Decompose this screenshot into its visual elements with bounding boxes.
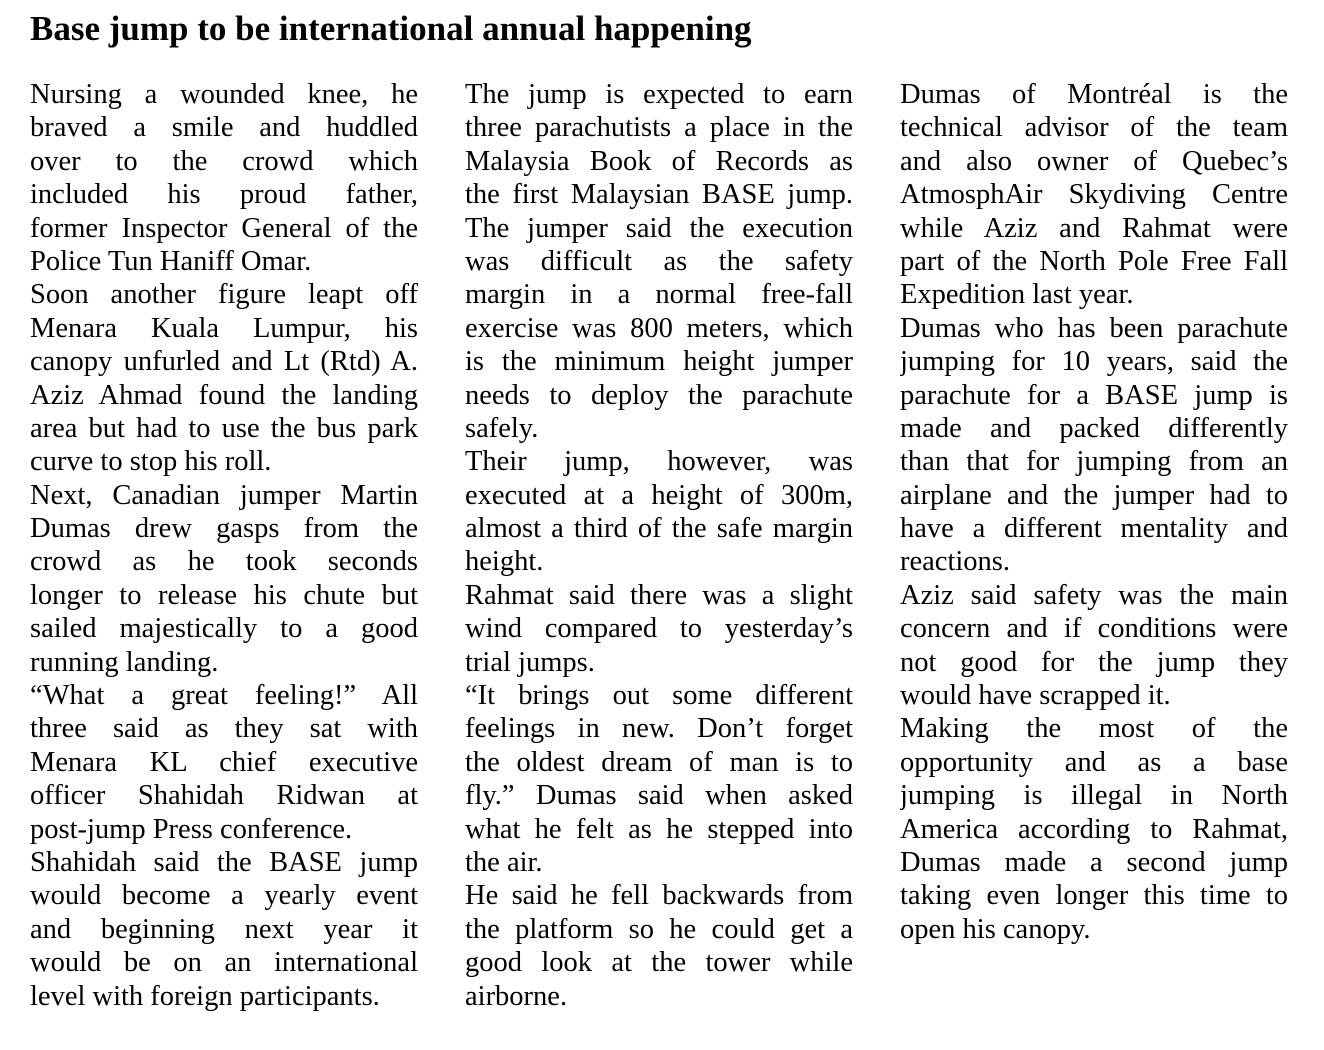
text-line: than that for jumping from an xyxy=(900,446,1288,478)
text-line: AtmosphAir Skydiving Centre xyxy=(900,179,1288,211)
paragraph xyxy=(465,212,853,446)
text-line: Aziz said safety was the main xyxy=(900,579,1288,611)
text-line: Menara KL chief executive xyxy=(30,746,418,778)
text-line: Malaysia Book of Records as xyxy=(465,145,853,177)
text-line: running landing. xyxy=(30,646,219,678)
text-line: The jumper said the execution xyxy=(465,212,853,244)
text-line: area but had to use the bus park xyxy=(30,412,418,444)
text-line: jumping for 10 years, said the xyxy=(900,346,1288,378)
paragraph xyxy=(30,278,418,478)
text-line: would be on an international xyxy=(30,947,418,979)
text-line: feelings in new. Don’t forget xyxy=(465,713,853,745)
article-column-3 xyxy=(900,78,1288,946)
text-line: the platform so he could get a xyxy=(465,913,853,945)
text-line: Their jump, however, was xyxy=(465,446,853,478)
paragraph xyxy=(465,579,853,679)
text-line: exercise was 800 meters, which xyxy=(465,312,853,344)
text-line: jumping is illegal in North xyxy=(900,780,1288,812)
text-line: Dumas who has been parachute xyxy=(900,312,1288,344)
text-line: Menara Kuala Lumpur, his xyxy=(30,312,418,344)
text-line: opportunity and as a base xyxy=(900,746,1288,778)
text-line: part of the North Pole Free Fall xyxy=(900,245,1288,277)
text-line: level with foreign participants. xyxy=(30,980,380,1012)
paragraph xyxy=(900,712,1288,946)
text-line: made and packed differently xyxy=(900,412,1288,444)
text-line: and beginning next year it xyxy=(30,913,418,945)
paragraph xyxy=(30,846,418,1013)
text-line: height. xyxy=(465,546,544,578)
text-line: Soon another figure leapt off xyxy=(30,279,418,311)
text-line: airplane and the jumper had to xyxy=(900,479,1288,511)
text-line: concern and if conditions were xyxy=(900,613,1288,645)
text-line: Rahmat said there was a slight xyxy=(465,579,853,611)
text-line: Dumas of Montréal is the xyxy=(900,79,1288,110)
text-line: fly.” Dumas said when asked xyxy=(465,780,853,812)
text-line: Making the most of the xyxy=(900,713,1288,745)
text-line: post-jump Press conference. xyxy=(30,813,353,845)
text-line: almost a third of the safe margin xyxy=(465,513,853,545)
text-line: sailed majestically to a good xyxy=(30,613,418,645)
text-line: is the minimum height jumper xyxy=(465,346,853,378)
text-line: taking even longer this time to xyxy=(900,880,1288,912)
text-line: Dumas made a second jump xyxy=(900,846,1288,878)
text-line: the oldest dream of man is to xyxy=(465,746,853,778)
paragraph xyxy=(900,312,1288,579)
text-line: wind compared to yesterday’s xyxy=(465,613,853,645)
paragraph xyxy=(465,445,853,579)
text-line: three parachutists a place in the xyxy=(465,112,853,144)
article-headline: Base jump to be international annual happening xyxy=(30,9,752,48)
text-line: The jump is expected to earn xyxy=(465,79,853,110)
text-line: good look at the tower while xyxy=(465,947,853,979)
text-line: would have scrapped it. xyxy=(900,680,1171,712)
text-line: curve to stop his roll. xyxy=(30,446,272,478)
text-line: “It brings out some different xyxy=(465,680,853,712)
text-line: while Aziz and Rahmat were xyxy=(900,212,1288,244)
paragraph xyxy=(900,78,1288,312)
paragraph xyxy=(30,479,418,679)
text-line: Shahidah said the BASE jump xyxy=(30,846,418,878)
text-line: Aziz Ahmad found the landing xyxy=(30,379,418,411)
text-line: longer to release his chute but xyxy=(30,579,418,611)
text-line: canopy unfurled and Lt (Rtd) A. xyxy=(30,346,418,378)
text-line: former Inspector General of the xyxy=(30,212,418,244)
text-line: the air. xyxy=(465,846,543,878)
text-line: technical advisor of the team xyxy=(900,112,1288,144)
text-line: the first Malaysian BASE jump. xyxy=(465,179,853,211)
text-line: officer Shahidah Ridwan at xyxy=(30,780,418,812)
text-line: “What a great feeling!” All xyxy=(30,680,418,712)
text-line: Expedition last year. xyxy=(900,279,1134,311)
text-line: was difficult as the safety xyxy=(465,245,853,277)
text-line: over to the crowd which xyxy=(30,145,418,177)
text-line: airborne. xyxy=(465,980,568,1012)
text-line: executed at a height of 300m, xyxy=(465,479,853,511)
article-column-1 xyxy=(30,78,418,1013)
paragraph xyxy=(30,78,418,278)
paragraph xyxy=(465,879,853,1013)
text-line: Police Tun Haniff Omar. xyxy=(30,245,312,277)
paragraph xyxy=(900,579,1288,713)
text-line: He said he fell backwards from xyxy=(465,880,853,912)
paragraph xyxy=(465,679,853,879)
text-line: needs to deploy the parachute xyxy=(465,379,853,411)
text-line: open his canopy. xyxy=(900,913,1091,945)
paragraph xyxy=(30,679,418,846)
text-line: crowd as he took seconds xyxy=(30,546,418,578)
text-line: braved a smile and huddled xyxy=(30,112,418,144)
text-line: have a different mentality and xyxy=(900,513,1288,545)
article-column-2 xyxy=(465,78,853,1013)
text-line: America according to Rahmat, xyxy=(900,813,1288,845)
text-line: reactions. xyxy=(900,546,1010,578)
text-line: and also owner of Quebec’s xyxy=(900,145,1288,177)
text-line: would become a yearly event xyxy=(30,880,418,912)
text-line: safely. xyxy=(465,412,539,444)
text-line: Next, Canadian jumper Martin xyxy=(30,479,418,511)
text-line: Dumas drew gasps from the xyxy=(30,513,418,545)
text-line: three said as they sat with xyxy=(30,713,418,745)
text-line: included his proud father, xyxy=(30,179,418,211)
text-line: not good for the jump they xyxy=(900,646,1288,678)
text-line: what he felt as he stepped into xyxy=(465,813,853,845)
text-line: parachute for a BASE jump is xyxy=(900,379,1288,411)
paragraph xyxy=(465,78,853,212)
text-line: trial jumps. xyxy=(465,646,595,678)
text-line: Nursing a wounded knee, he xyxy=(30,79,418,110)
text-line: margin in a normal free-fall xyxy=(465,279,853,311)
